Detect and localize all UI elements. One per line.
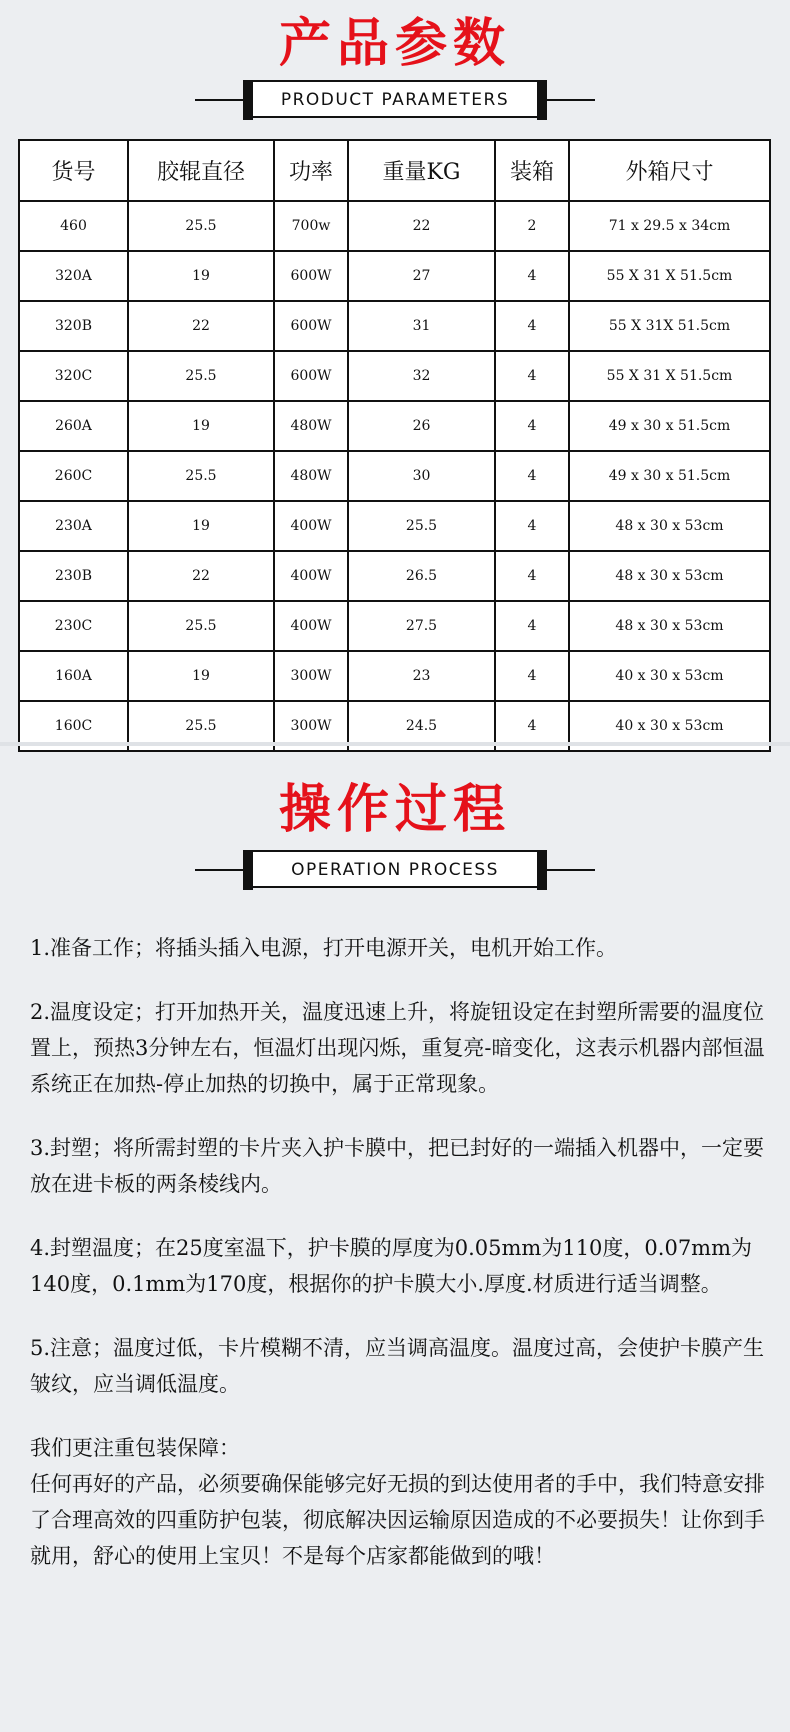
parameters-table bbox=[18, 139, 771, 752]
cell-roller-diameter: 19 bbox=[128, 401, 274, 451]
cell-roller-diameter: 25.5 bbox=[128, 701, 274, 751]
step-2: 2.温度设定；打开加热开关，温度迅速上升，将旋钮设定在封塑所需要的温度位置上，预热3分钟左右，恒温灯出现闪烁，重复亮-暗变化，这表示机器内部恒温系统正在加热-停止加热的切换中，属于正常现象。 bbox=[30, 1000, 765, 1096]
cell-roller-diameter: 25.5 bbox=[128, 601, 274, 651]
cell-weight: 22 bbox=[348, 201, 495, 251]
cell-weight: 26.5 bbox=[348, 551, 495, 601]
cell-pack-qty: 4 bbox=[495, 401, 569, 451]
operation-steps bbox=[30, 930, 765, 1574]
section-divider bbox=[0, 742, 790, 746]
cell-carton-size: 49 x 30 x 51.5cm bbox=[569, 401, 770, 451]
cell-carton-size: 40 x 30 x 53cm bbox=[569, 701, 770, 751]
operation-banner bbox=[195, 850, 595, 890]
cell-carton-size: 55 X 31 X 51.5cm bbox=[569, 351, 770, 401]
table-row bbox=[19, 551, 770, 601]
cell-power: 400W bbox=[274, 501, 348, 551]
cell-pack-qty: 4 bbox=[495, 301, 569, 351]
cell-item-no: 260C bbox=[19, 451, 128, 501]
header-power: 功率 bbox=[274, 140, 348, 201]
header-weight: 重量KG bbox=[348, 140, 495, 201]
cell-power: 400W bbox=[274, 551, 348, 601]
header-carton-size: 外箱尺寸 bbox=[569, 140, 770, 201]
cell-power: 400W bbox=[274, 601, 348, 651]
table-row bbox=[19, 601, 770, 651]
table-header-row bbox=[19, 140, 770, 201]
cell-roller-diameter: 25.5 bbox=[128, 351, 274, 401]
cell-carton-size: 48 x 30 x 53cm bbox=[569, 601, 770, 651]
table-row bbox=[19, 501, 770, 551]
cell-roller-diameter: 19 bbox=[128, 651, 274, 701]
cell-carton-size: 55 X 31X 51.5cm bbox=[569, 301, 770, 351]
cell-pack-qty: 4 bbox=[495, 701, 569, 751]
cell-roller-diameter: 19 bbox=[128, 251, 274, 301]
cell-item-no: 320B bbox=[19, 301, 128, 351]
parameters-banner bbox=[195, 80, 595, 120]
cell-roller-diameter: 19 bbox=[128, 501, 274, 551]
header-pack-qty: 装箱 bbox=[495, 140, 569, 201]
cell-item-no: 230B bbox=[19, 551, 128, 601]
table-row bbox=[19, 451, 770, 501]
cell-pack-qty: 4 bbox=[495, 251, 569, 301]
step-3: 3.封塑；将所需封塑的卡片夹入护卡膜中，把已封好的一端插入机器中，一定要放在进卡板的两条棱线内。 bbox=[30, 1136, 765, 1196]
cell-power: 700w bbox=[274, 201, 348, 251]
table-row bbox=[19, 301, 770, 351]
cell-item-no: 230C bbox=[19, 601, 128, 651]
cell-power: 480W bbox=[274, 401, 348, 451]
cell-weight: 31 bbox=[348, 301, 495, 351]
cell-carton-size: 48 x 30 x 53cm bbox=[569, 501, 770, 551]
parameters-subtitle: PRODUCT PARAMETERS bbox=[280, 90, 510, 110]
cell-item-no: 230A bbox=[19, 501, 128, 551]
cell-pack-qty: 4 bbox=[495, 501, 569, 551]
operation-title: 操作过程 bbox=[278, 780, 511, 840]
cell-weight: 24.5 bbox=[348, 701, 495, 751]
cell-pack-qty: 4 bbox=[495, 551, 569, 601]
cell-power: 600W bbox=[274, 251, 348, 301]
cell-item-no: 460 bbox=[19, 201, 128, 251]
cell-power: 300W bbox=[274, 651, 348, 701]
cell-carton-size: 40 x 30 x 53cm bbox=[569, 651, 770, 701]
cell-weight: 26 bbox=[348, 401, 495, 451]
cell-roller-diameter: 25.5 bbox=[128, 451, 274, 501]
table-row bbox=[19, 651, 770, 701]
table-row bbox=[19, 201, 770, 251]
cell-item-no: 320C bbox=[19, 351, 128, 401]
cell-roller-diameter: 22 bbox=[128, 301, 274, 351]
cell-power: 300W bbox=[274, 701, 348, 751]
cell-roller-diameter: 25.5 bbox=[128, 201, 274, 251]
step-5: 5.注意；温度过低，卡片模糊不清，应当调高温度。温度过高，会使护卡膜产生皱纹，应当调低温度。 bbox=[30, 1336, 765, 1396]
cell-pack-qty: 4 bbox=[495, 451, 569, 501]
packaging-text: 任何再好的产品，必须要确保能够完好无损的到达使用者的手中，我们特意安排了合理高效的四重防护包装，彻底解决因运输原因造成的不必要损失！让你到手就用，舒心的使用上宝贝！不是每个店家都能做到的哦！ bbox=[30, 1472, 765, 1568]
cell-weight: 25.5 bbox=[348, 501, 495, 551]
table-row bbox=[19, 251, 770, 301]
step-4: 4.封塑温度；在25度室温下，护卡膜的厚度为0.05mm为110度，0.07mm为140度，0.1mm为170度，根据你的护卡膜大小.厚度.材质进行适当调整。 bbox=[30, 1236, 753, 1296]
cell-item-no: 160C bbox=[19, 701, 128, 751]
table-row bbox=[19, 401, 770, 451]
cell-weight: 32 bbox=[348, 351, 495, 401]
cell-roller-diameter: 22 bbox=[128, 551, 274, 601]
cell-pack-qty: 4 bbox=[495, 351, 569, 401]
step-1: 1.准备工作；将插头插入电源，打开电源开关，电机开始工作。 bbox=[30, 936, 618, 960]
header-item-no: 货号 bbox=[19, 140, 128, 201]
table-row bbox=[19, 351, 770, 401]
cell-power: 480W bbox=[274, 451, 348, 501]
operation-subtitle: OPERATION PROCESS bbox=[291, 860, 499, 880]
cell-weight: 23 bbox=[348, 651, 495, 701]
cell-carton-size: 55 X 31 X 51.5cm bbox=[569, 251, 770, 301]
cell-weight: 27 bbox=[348, 251, 495, 301]
header-roller-diameter: 胶辊直径 bbox=[128, 140, 274, 201]
cell-pack-qty: 4 bbox=[495, 651, 569, 701]
cell-item-no: 320A bbox=[19, 251, 128, 301]
cell-pack-qty: 4 bbox=[495, 601, 569, 651]
cell-item-no: 260A bbox=[19, 401, 128, 451]
cell-carton-size: 48 x 30 x 53cm bbox=[569, 551, 770, 601]
cell-item-no: 160A bbox=[19, 651, 128, 701]
cell-power: 600W bbox=[274, 301, 348, 351]
cell-carton-size: 49 x 30 x 51.5cm bbox=[569, 451, 770, 501]
cell-power: 600W bbox=[274, 351, 348, 401]
packaging-heading: 我们更注重包装保障： bbox=[30, 1436, 240, 1460]
cell-pack-qty: 2 bbox=[495, 201, 569, 251]
parameters-title: 产品参数 bbox=[278, 14, 511, 74]
cell-carton-size: 71 x 29.5 x 34cm bbox=[569, 201, 770, 251]
cell-weight: 30 bbox=[348, 451, 495, 501]
cell-weight: 27.5 bbox=[348, 601, 495, 651]
